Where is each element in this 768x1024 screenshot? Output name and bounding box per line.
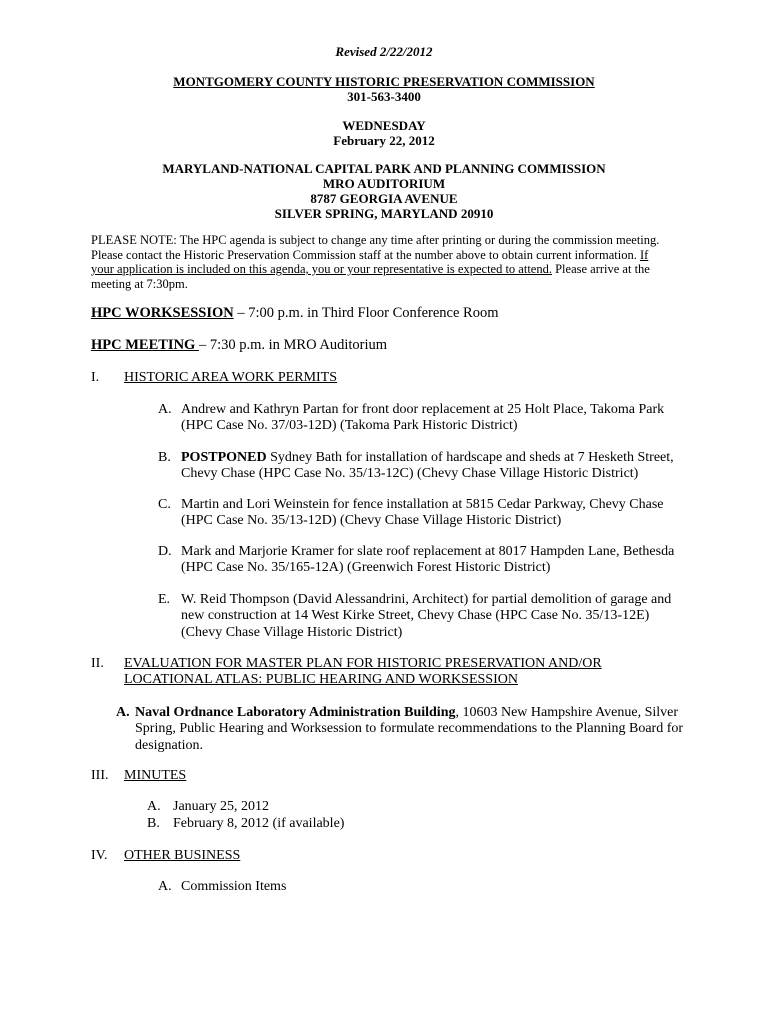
section-1-number: I. xyxy=(91,370,100,385)
item-1b: POSTPONED Sydney Bath for installation of hardscape and sheds at 7 Hesketh Street, Chevy Chase (HPC Case No. 35/13-12C) (Chevy Chase Village Historic District) xyxy=(181,450,674,482)
nol-building-name: Naval Ordnance Laboratory Administration Building xyxy=(135,705,456,720)
section-2-title: EVALUATION FOR MASTER PLAN FOR HISTORIC PRESERVATION AND/OR LOCATIONAL ATLAS: PUBLIC HEARING AND WORKSESSION xyxy=(124,656,602,688)
item-2a-letter: A. xyxy=(116,705,130,720)
venue-room: MRO AUDITORIUM xyxy=(322,176,446,191)
venue-street: 8787 GEORGIA AVENUE xyxy=(310,191,458,206)
revised-date: Revised 2/22/2012 xyxy=(335,44,433,59)
item-3b: February 8, 2012 (if available) xyxy=(173,816,345,831)
item-2a: Naval Ordnance Laboratory Administration Building, 10603 New Hampshire Avenue, Silver Spring, Public Hearing and Worksession to formulate recommendations to the Planning Board for designation. xyxy=(135,705,684,753)
worksession-time: – 7:00 p.m. in Third Floor Conference Room xyxy=(233,305,499,321)
meeting-date: February 22, 2012 xyxy=(333,133,435,148)
item-1b-letter: B. xyxy=(158,450,171,465)
item-1c: Martin and Lori Weinstein for fence installation at 5815 Cedar Parkway, Chevy Chase (HPC Case No. 35/13-12D) (Chevy Chase Village Historic District) xyxy=(181,497,664,529)
item-3a: January 25, 2012 xyxy=(173,799,270,814)
venue-organization: MARYLAND-NATIONAL CAPITAL PARK AND PLANNING COMMISSION xyxy=(162,161,606,176)
meeting-day: WEDNESDAY xyxy=(342,118,426,133)
section-3-title: MINUTES xyxy=(124,768,187,783)
item-1c-letter: C. xyxy=(158,497,171,512)
section-2-number: II. xyxy=(91,656,104,671)
worksession-line xyxy=(91,305,499,322)
venue-city: SILVER SPRING, MARYLAND 20910 xyxy=(274,206,494,221)
item-1a: Andrew and Kathryn Partan for front door replacement at 25 Holt Place, Takoma Park (HPC Case No. 37/03-12D) (Takoma Park Historic District) xyxy=(181,402,665,434)
please-note-paragraph xyxy=(91,233,691,291)
item-1d: Mark and Marjorie Kramer for slate roof replacement at 8017 Hampden Lane, Bethesda (HPC Case No. 35/165-12A) (Greenwich Forest Historic District) xyxy=(181,544,675,576)
item-1e: W. Reid Thompson (David Alessandrini, Architect) for partial demolition of garage and new construction at 14 West Kirke Street, Chevy Chase (HPC Case No. 35/13-12E) (Chevy Chase Village Historic District) xyxy=(181,592,672,640)
item-3a-letter: A. xyxy=(147,799,161,814)
note-line-3-underlined: your application is included on this agenda, you or your representative is expected to attend. xyxy=(91,262,552,276)
meeting-label: HPC MEETING xyxy=(91,337,199,353)
note-line-1: PLEASE NOTE: The HPC agenda is subject to change any time after printing or during the commission meeting. xyxy=(91,233,660,247)
item-3b-letter: B. xyxy=(147,816,160,831)
note-line-3: Please arrive at the xyxy=(551,262,650,276)
item-4a: Commission Items xyxy=(181,879,287,894)
item-4a-letter: A. xyxy=(158,879,172,894)
note-line-2-underlined: If xyxy=(639,247,649,262)
section-1-title: HISTORIC AREA WORK PERMITS xyxy=(124,370,338,385)
item-1d-letter: D. xyxy=(158,544,172,559)
meeting-time: – 7:30 p.m. in MRO Auditorium xyxy=(198,337,388,353)
postponed-badge: POSTPONED xyxy=(181,450,267,465)
item-1a-letter: A. xyxy=(158,402,172,417)
item-1e-letter: E. xyxy=(158,592,171,607)
commission-phone: 301-563-3400 xyxy=(347,89,421,104)
note-line-2: Please contact the Historic Preservation Commission staff at the number above to obtain current information. xyxy=(91,247,640,262)
section-4-number: IV. xyxy=(91,848,108,863)
commission-title: MONTGOMERY COUNTY HISTORIC PRESERVATION COMMISSION xyxy=(173,74,595,89)
meeting-line xyxy=(91,337,387,354)
section-4-title: OTHER BUSINESS xyxy=(124,848,241,863)
worksession-label: HPC WORKSESSION xyxy=(91,305,234,321)
section-3-number: III. xyxy=(91,768,109,783)
note-line-4: meeting at 7:30pm. xyxy=(91,276,188,291)
